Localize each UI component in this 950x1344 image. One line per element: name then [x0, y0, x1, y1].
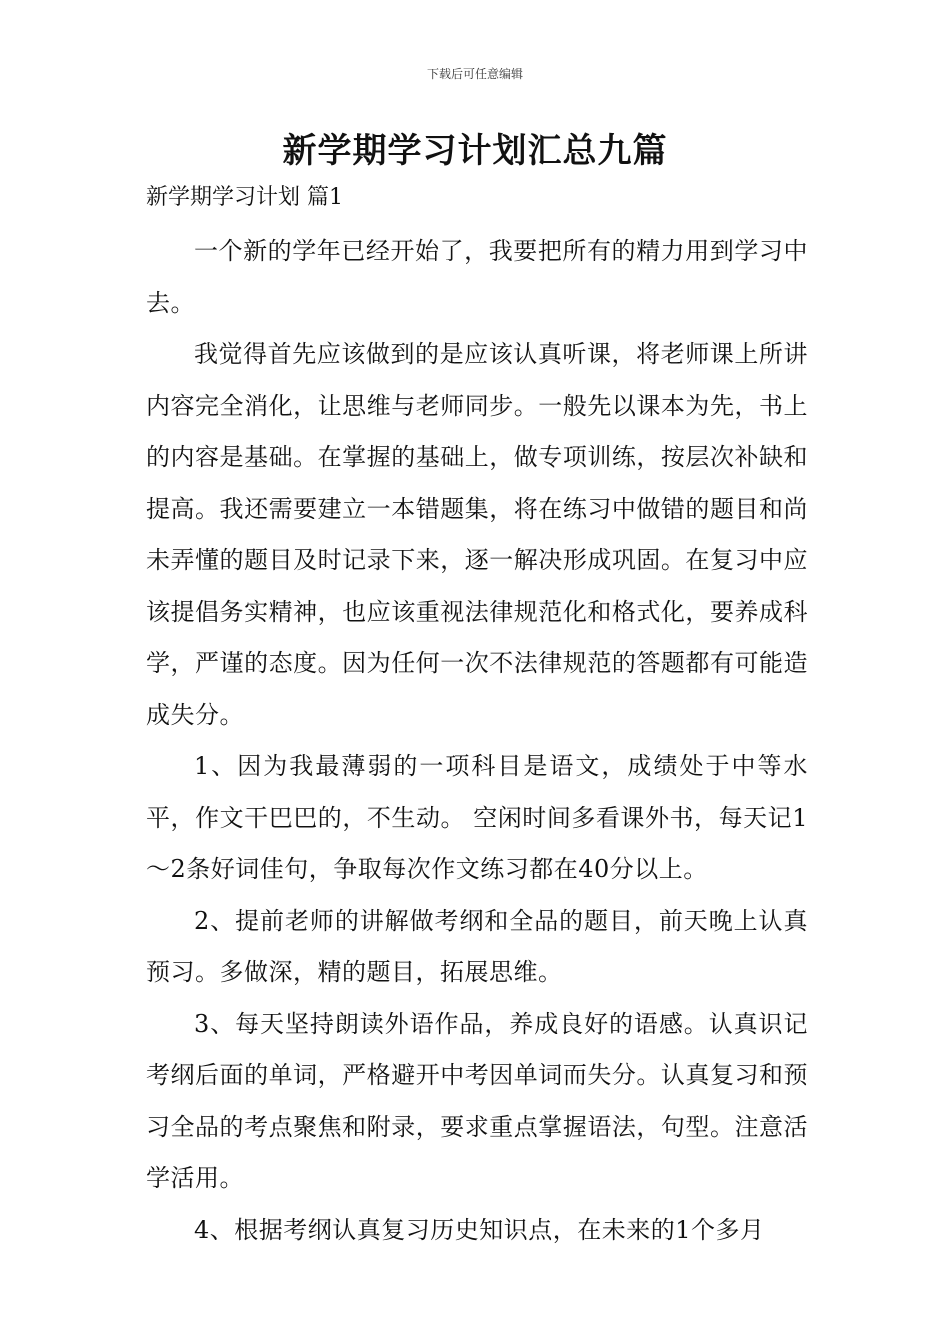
paragraph-item-3: 3、每天坚持朗读外语作品，养成良好的语感。认真识记考纲后面的单词，严格避开中考因单词而失分。认真复习和预习全品的考点聚焦和附录，要求重点掌握语法，句型。注意活学活用。: [146, 1009, 808, 1192]
body-text: [146, 226, 808, 1256]
paragraph-item-2: 2、提前老师的讲解做考纲和全品的题目，前天晚上认真预习。多做深，精的题目，拓展思维。: [146, 906, 808, 986]
paragraph-item-1: 1、因为我最薄弱的一项科目是语文，成绩处于中等水平，作文干巴巴的，不生动。 空闲时间多看课外书，每天记1～2条好词佳句，争取每次作文练习都在40分以上。: [146, 752, 808, 883]
paragraph-intro: 一个新的学年已经开始了，我要把所有的精力用到学习中去。: [146, 237, 808, 317]
paragraph-listening: 我觉得首先应该做到的是应该认真听课，将老师课上所讲内容完全消化，让思维与老师同步。一般先以课本为先，书上的内容是基础。在掌握的基础上，做专项训练，按层次补缺和提高。我还需要建立一本错题集，将在练习中做错的题目和尚未弄懂的题目及时记录下来，逐一解决形成巩固。在复习中应该提倡务实精神，也应该重视法律规范化和格式化，要养成科学，严谨的态度。因为任何一次不法律规范的答题都有可能造成失分。: [146, 340, 808, 729]
document-title: 新学期学习计划汇总九篇: [282, 131, 668, 171]
header-note: 下载后可任意编辑: [426, 67, 523, 81]
section-heading: 新学期学习计划 篇1: [146, 185, 343, 210]
paragraph-item-4: 4、根据考纲认真复习历史知识点，在未来的1个多月: [194, 1215, 765, 1244]
